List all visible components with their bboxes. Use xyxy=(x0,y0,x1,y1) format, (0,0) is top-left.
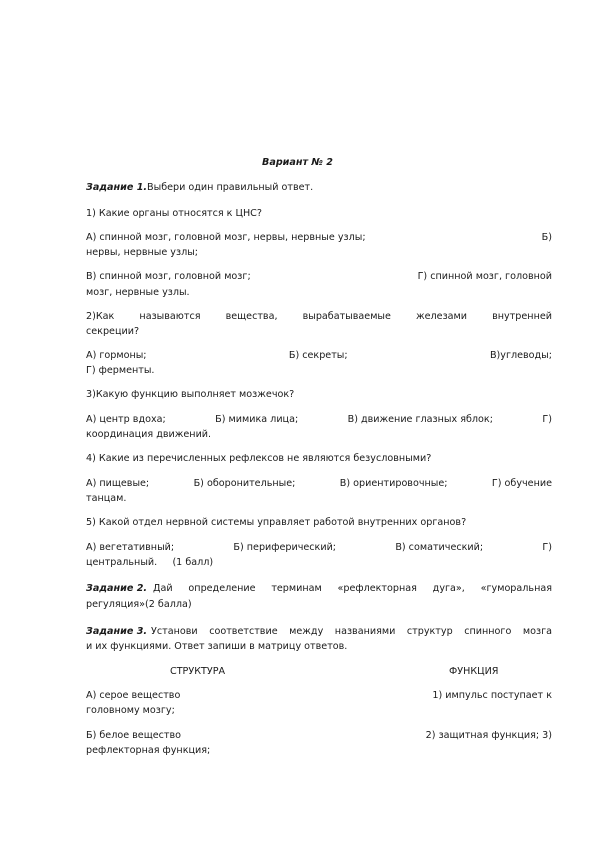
q5-option-c: В) соматический; xyxy=(395,542,484,553)
q1-option-d: Г) спинной мозг, головной xyxy=(417,271,552,282)
q5-question: 5) Какой отдел нервной системы управляет работой внутренних органов? xyxy=(86,517,467,528)
task2-text: Дай определение терминам «рефлекторная дуга», «гуморальная xyxy=(153,583,552,594)
function-1-cont: головному мозгу; xyxy=(86,705,175,716)
task3-label: Задание 3. xyxy=(86,626,148,637)
q3-question: 3)Какую функцию выполняет мозжечок? xyxy=(86,389,295,400)
task3-line1 xyxy=(86,626,552,638)
column-function-header: ФУНКЦИЯ xyxy=(449,666,499,677)
q4-line1 xyxy=(86,478,552,490)
variant-title: Вариант № 2 xyxy=(262,157,333,168)
task1-text: Выбери один правильный ответ. xyxy=(147,182,314,193)
q2-option-c: В)углеводы; xyxy=(489,350,552,361)
q4-option-c: В) ориентировочные; xyxy=(339,478,448,489)
q2-question-line2: секреции? xyxy=(86,326,140,337)
task3-text: Установи соответствие между названиями структур спинного мозга xyxy=(151,626,552,637)
q2-question-line1: 2)Как называются вещества, вырабатываемые железами внутренней xyxy=(86,311,552,322)
q1-option-d-cont: мозг, нервные узлы. xyxy=(86,287,190,298)
function-2: 2) защитная функция; 3) xyxy=(425,730,552,741)
q5-line2 xyxy=(86,557,213,569)
q5-option-b: Б) периферический; xyxy=(233,542,337,553)
q2-option-b: Б) секреты; xyxy=(288,350,348,361)
q1-option-c: В) спинной мозг, головной мозг; xyxy=(86,271,251,282)
q1-line1 xyxy=(86,232,552,244)
column-structure-header: СТРУКТУРА xyxy=(170,666,226,677)
function-2-cont: рефлекторная функция; xyxy=(86,745,211,756)
q4-option-b: Б) оборонительные; xyxy=(193,478,296,489)
function-1: 1) импульс поступает к xyxy=(432,690,552,701)
structure-b: Б) белое вещество xyxy=(86,730,182,741)
task3-text-cont: и их функциями. Ответ запиши в матрицу ответов. xyxy=(86,641,348,652)
q5-score: (1 балл) xyxy=(172,557,214,568)
task2-text-cont: регуляция»(2 балла) xyxy=(86,599,192,610)
q3-option-b: Б) мимика лица; xyxy=(215,414,299,425)
q2-line1 xyxy=(86,350,552,362)
q4-option-a: А) пищевые; xyxy=(86,478,150,489)
q1-question: 1) Какие органы относятся к ЦНС? xyxy=(86,208,262,219)
q2-option-d: Г) ферменты. xyxy=(86,365,155,376)
q3-option-d-cont: координация движений. xyxy=(86,429,212,440)
q3-option-d: Г) xyxy=(542,414,552,425)
q1-option-a: А) спинной мозг, головной мозг, нервы, нервные узлы; xyxy=(86,232,366,243)
q4-option-d: Г) обучение xyxy=(491,478,552,489)
q5-option-d: Г) xyxy=(542,542,552,553)
q5-option-a: А) вегетативный; xyxy=(86,542,175,553)
q4-question: 4) Какие из перечисленных рефлексов не являются безусловными? xyxy=(86,453,432,464)
q3-option-a: А) центр вдоха; xyxy=(86,414,166,425)
task2-label: Задание 2. xyxy=(86,583,148,594)
q5-option-d-cont: центральный. xyxy=(86,557,158,568)
q2-option-a: А) гормоны; xyxy=(86,350,147,361)
q3-option-c: В) движение глазных яблок; xyxy=(347,414,493,425)
task2-line1 xyxy=(86,583,552,595)
q5-line1 xyxy=(86,542,552,554)
structure-a: А) серое вещество xyxy=(86,690,181,701)
task1-heading xyxy=(86,182,313,194)
task1-label: Задание 1. xyxy=(86,182,148,193)
q1-option-b-cont: нервы, нервные узлы; xyxy=(86,247,199,258)
q4-option-d-cont: танцам. xyxy=(86,493,127,504)
q1-option-b: Б) xyxy=(541,232,552,243)
q3-line1 xyxy=(86,414,552,426)
